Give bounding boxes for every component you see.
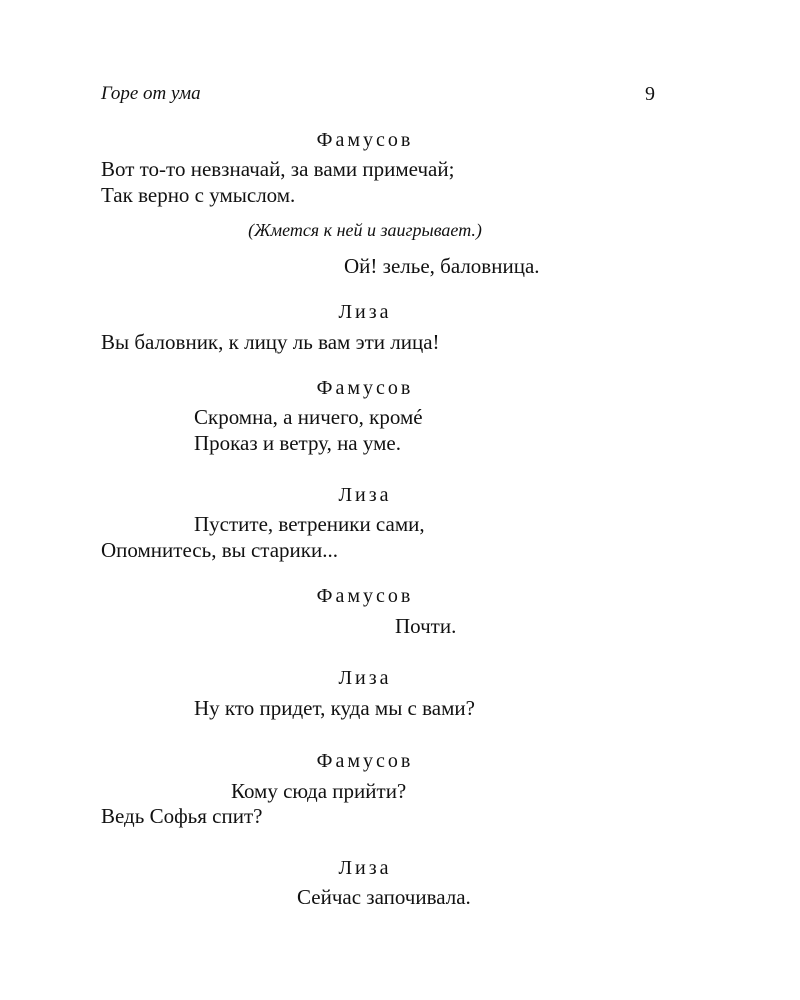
verse-line: Опомнитесь, вы старики... <box>101 538 338 562</box>
speaker-name: Лиза <box>338 667 392 689</box>
verse-line: Кому сюда прийти? <box>231 779 407 803</box>
page-number: 9 <box>645 83 655 105</box>
verse-line: Сейчас започивала. <box>297 885 471 909</box>
verse-line: Скромна, а ничего, кромé <box>194 405 423 429</box>
speaker-name: Лиза <box>338 857 392 879</box>
verse-line: Ведь Софья спит? <box>101 804 263 828</box>
verse-line: Проказ и ветру, на уме. <box>194 431 401 455</box>
speaker-name: Фамусов <box>316 377 414 399</box>
verse-line: Почти. <box>395 614 457 638</box>
speaker-name: Лиза <box>338 484 392 506</box>
speaker-name: Фамусов <box>316 585 414 607</box>
running-title: Горе от ума <box>101 83 201 104</box>
verse-line: Пустите, ветреники сами, <box>194 512 425 536</box>
verse-line: Ой! зелье, баловница. <box>344 254 540 278</box>
speaker-name: Фамусов <box>316 129 414 151</box>
speaker-name: Фамусов <box>316 750 414 772</box>
speaker-name: Лиза <box>338 301 392 323</box>
stage-direction: (Жмется к ней и заигрывает.) <box>248 220 482 240</box>
verse-line: Так верно с умыслом. <box>101 183 296 207</box>
verse-line: Вы баловник, к лицу ль вам эти лица! <box>101 330 440 354</box>
verse-line: Вот то-то невзначай, за вами примечай; <box>101 157 455 181</box>
verse-line: Ну кто придет, куда мы с вами? <box>194 696 475 720</box>
